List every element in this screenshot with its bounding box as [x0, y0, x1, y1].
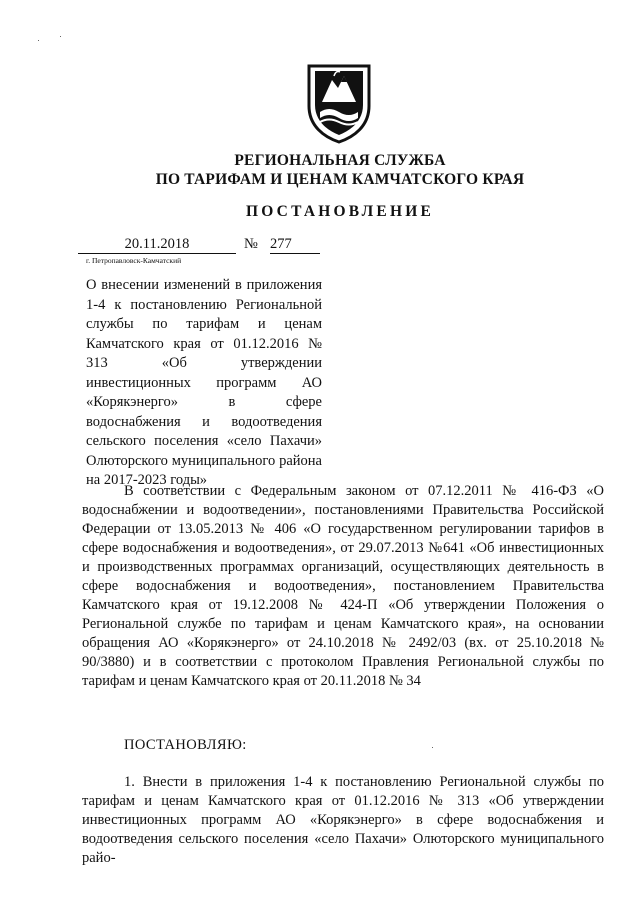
document-type-title: ПОСТАНОВЛЕНИЕ — [245, 203, 435, 220]
city-caption: г. Петропавловск-Камчатский — [86, 256, 182, 265]
document-subject: О внесении изменений в приложения 1-4 к постановлению Региональной службы по тарифам и ценам Камчатского края от 01.12.2016 № 313 «Об утверждении инвестиционных программ АО «Корякэнерго» в сфере водоснабжения и водоотведения сельского поселения «село Пахачи» Олюторского муниципального района на 2017-2023 годы» — [86, 277, 322, 488]
document-number: 277 — [270, 236, 320, 254]
scan-speck — [60, 36, 61, 37]
organization-name-line-2: ПО ТАРИФАМ И ЦЕНАМ КАМЧАТСКОГО КРАЯ — [155, 171, 525, 188]
number-sign: № — [244, 236, 258, 252]
coat-of-arms-icon — [304, 62, 374, 144]
organization-name-line-1: РЕГИОНАЛЬНАЯ СЛУЖБА — [234, 152, 446, 169]
preamble-paragraph: В соответствии с Федеральным законом от 07.12.2011 № 416-ФЗ «О водоснабжении и водоотведении», постановлениями Правительства Российской Федерации от 13.05.2013 № 406 «О государственном регулировании тарифов в сфере водоснабжения и водоотведения», от 29.07.2013 №641 «Об инвестиционных и производственных программах организаций, осуществляющих деятельность в сфере водоснабжения и водоотведения», постановлением Правительства Камчатского края от 19.12.2008 № 424-П «Об утверждении Положения о Региональной службе по тарифам и ценам Камчатского края», на основании обращения АО «Корякэнерго» от 24.10.2018 № 2492/03 (вх. от 25.10.2018 № 90/3880) и в соответствии с протоколом Правления Региональной службы по тарифам и ценам Камчатского края от 20.11.2018 № 34 — [82, 483, 604, 689]
document-date: 20.11.2018 — [78, 236, 236, 254]
decree-heading: ПОСТАНОВЛЯЮ: — [124, 737, 247, 753]
scan-speck — [432, 747, 433, 748]
point-1-paragraph: 1. Внести в приложения 1-4 к постановлению Региональной службы по тарифам и ценам Камчатского края от 01.12.2016 № 313 «Об утверждении инвестиционных программ АО «Корякэнерго» в сфере водоснабжения и водоотведения сельского поселения «село Пахачи» Олюторского муниципального райо- — [82, 774, 604, 866]
scan-speck — [38, 40, 39, 41]
